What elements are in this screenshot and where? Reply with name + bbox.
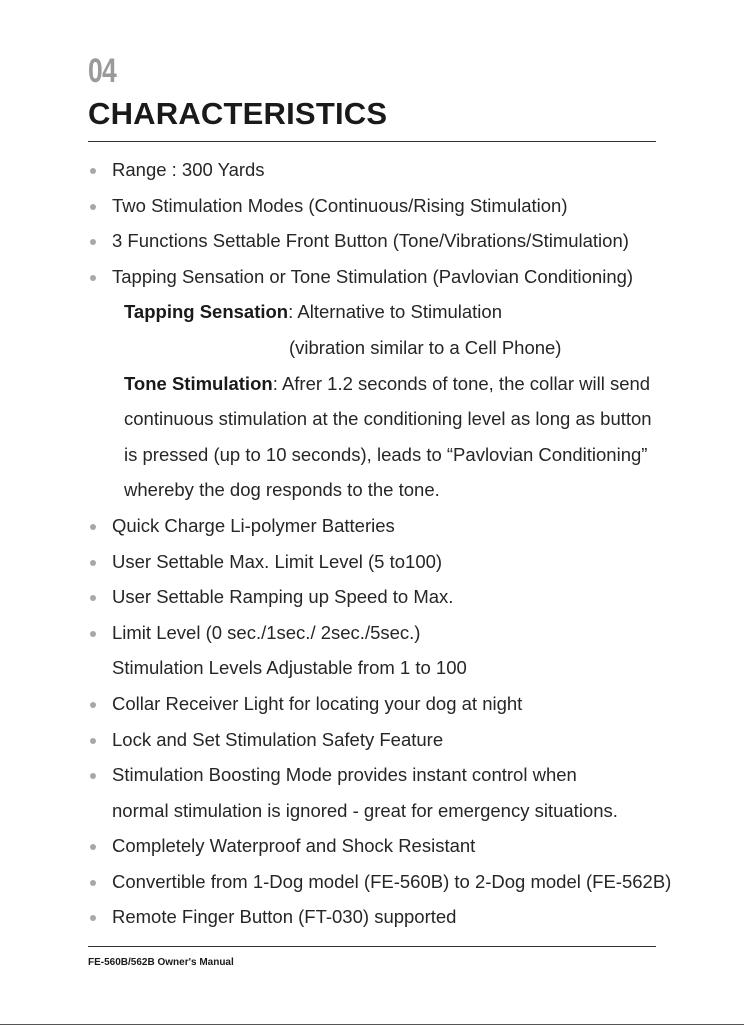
bullet-item [0, 579, 744, 615]
list-item-continuation [0, 294, 744, 330]
list-item-continuation [0, 366, 744, 402]
item-text [112, 722, 443, 758]
item-text [112, 686, 522, 722]
bullet-dot-icon [90, 880, 96, 886]
item-body: User Settable Max. Limit Level (5 to100) [112, 550, 443, 572]
item-body: Limit Level (0 sec./1sec./ 2sec./5sec.) [112, 621, 421, 643]
item-label: Tone Stimulation [124, 372, 273, 394]
item-text [112, 152, 265, 188]
item-body: Tapping Sensation or Tone Stimulation (Pavlovian Conditioning) [112, 265, 634, 287]
item-body: (vibration similar to a Cell Phone) [289, 336, 562, 358]
bullet-item [0, 544, 744, 580]
bullet-dot-icon [90, 738, 96, 744]
bullet-dot-icon [90, 595, 96, 601]
title-divider [88, 141, 656, 142]
list-item-continuation [0, 330, 744, 366]
item-body: Lock and Set Stimulation Safety Feature [112, 728, 444, 750]
item-label: Tapping Sensation [124, 301, 289, 323]
list-item-continuation [0, 472, 744, 508]
item-text [112, 259, 633, 295]
characteristics-list [0, 152, 744, 935]
bullet-dot-icon [90, 702, 96, 708]
item-body: Range : 300 Yards [112, 159, 265, 180]
item-text [112, 828, 475, 864]
footer-divider [88, 946, 656, 947]
bullet-item [0, 828, 744, 864]
page-title: CHARACTERISTICS [88, 96, 388, 131]
item-text [112, 223, 629, 259]
item-body: : Alternative to Stimulation [288, 301, 502, 323]
item-body: Collar Receiver Light for locating your dog at night [112, 692, 523, 714]
item-body: Remote Finger Button (FT-030) supported [112, 906, 457, 928]
item-body: Completely Waterproof and Shock Resistant [112, 835, 476, 857]
item-body: 3 Functions Settable Front Button (Tone/Vibrations/Stimulation) [112, 230, 629, 252]
item-text [124, 437, 647, 473]
item-text [112, 188, 568, 224]
bullet-item [0, 899, 744, 935]
bullet-dot-icon [90, 631, 96, 637]
item-text [112, 864, 671, 900]
item-text [112, 579, 453, 615]
item-text [124, 401, 652, 437]
item-body: User Settable Ramping up Speed to Max. [112, 586, 454, 608]
item-text [124, 366, 650, 402]
item-text [112, 757, 577, 793]
item-body: continuous stimulation at the conditioning level as long as button [124, 408, 652, 430]
bullet-item [0, 686, 744, 722]
item-text [112, 793, 618, 829]
page-bottom-edge [0, 1024, 744, 1025]
item-body: Stimulation Boosting Mode provides instant control when [112, 764, 577, 786]
bullet-item [0, 722, 744, 758]
item-text [112, 544, 442, 580]
list-item-continuation [0, 650, 744, 686]
list-item-continuation [0, 437, 744, 473]
bullet-item [0, 757, 744, 793]
item-text [112, 615, 420, 651]
bullet-dot-icon [90, 239, 96, 245]
bullet-dot-icon [90, 275, 96, 281]
bullet-dot-icon [90, 168, 96, 174]
section-number: 04 [88, 52, 116, 90]
bullet-dot-icon [90, 524, 96, 530]
item-body: : Afrer 1.2 seconds of tone, the collar will send [272, 372, 651, 394]
item-text [124, 294, 502, 330]
item-text [112, 508, 395, 544]
item-text [289, 330, 561, 366]
item-text [124, 472, 440, 508]
bullet-item [0, 188, 744, 224]
item-body: normal stimulation is ignored - great for emergency situations. [112, 799, 618, 821]
bullet-item [0, 508, 744, 544]
item-body: is pressed (up to 10 seconds), leads to “Pavlovian Conditioning” [124, 443, 648, 465]
item-body: whereby the dog responds to the tone. [124, 479, 440, 501]
list-item-continuation [0, 793, 744, 829]
bullet-dot-icon [90, 560, 96, 566]
item-body: Two Stimulation Modes (Continuous/Rising Stimulation) [112, 194, 568, 216]
footer-manual-name: FE-560B/562B Owner's Manual [88, 957, 234, 968]
item-body: Convertible from 1-Dog model (FE-560B) to 2-Dog model (FE-562B) [112, 870, 672, 892]
bullet-dot-icon [90, 915, 96, 921]
item-text [112, 899, 456, 935]
bullet-item [0, 864, 744, 900]
bullet-dot-icon [90, 773, 96, 779]
item-body: Stimulation Levels Adjustable from 1 to 100 [112, 657, 467, 679]
item-text [112, 650, 467, 686]
bullet-item [0, 259, 744, 295]
item-body: Quick Charge Li-polymer Batteries [112, 514, 395, 536]
bullet-dot-icon [90, 844, 96, 850]
list-item-continuation [0, 401, 744, 437]
bullet-item [0, 223, 744, 259]
bullet-dot-icon [90, 204, 96, 210]
bullet-item [0, 615, 744, 651]
bullet-item [0, 152, 744, 188]
